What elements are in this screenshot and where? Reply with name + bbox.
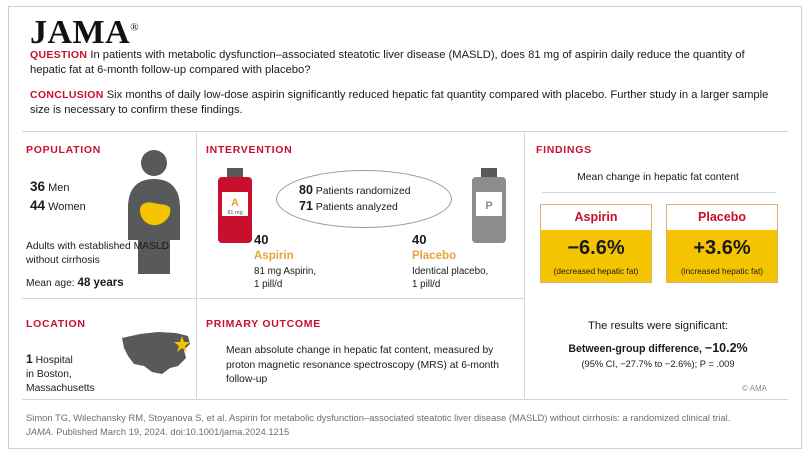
conclusion-label: CONCLUSION [30, 89, 104, 101]
arm-aspirin-detail [254, 265, 364, 291]
randomization-lines [299, 183, 411, 215]
conclusion-paragraph [30, 88, 778, 118]
question-label: QUESTION [30, 49, 88, 61]
conclusion-text: Six months of daily low-dose aspirin significantly reduced hepatic fat quantity compared with placebo. Further study in a larger sample size is necessary to confirm these findings. [30, 89, 769, 116]
analyzed-label: Patients analyzed [315, 202, 398, 213]
between-group-difference-label: Between-group difference, [568, 343, 702, 355]
arm-placebo-n: 40 [412, 232, 427, 247]
population-mean-age [26, 277, 124, 289]
svg-text:81 mg: 81 mg [227, 210, 243, 216]
between-group-difference [536, 341, 780, 355]
arm-aspirin-detail-line1: 81 mg Aspirin, [254, 266, 317, 277]
divider-header [22, 131, 788, 132]
randomization-oval [276, 170, 452, 228]
location-text [26, 352, 136, 396]
population-women-count: 44 [30, 198, 46, 213]
arm-placebo-detail-line2: 1 pill/d [412, 279, 441, 290]
arm-placebo-name: Placebo [412, 250, 457, 262]
population-women [30, 197, 86, 216]
arm-placebo-detail-line1: Identical placebo, [412, 266, 489, 277]
location-count: 1 [26, 352, 33, 366]
jama-logo [30, 14, 139, 52]
arm-aspirin [254, 232, 364, 291]
svg-text:A: A [231, 197, 239, 209]
arm-aspirin-detail-line2: 1 pill/d [254, 279, 283, 290]
jama-logo-text: JAMA [30, 14, 131, 51]
primary-outcome-text: Mean absolute change in hepatic fat content, measured by proton magnetic resonance spectroscopy (MRS) at 6-month follow-up [226, 345, 499, 385]
population-women-label: Women [48, 201, 86, 213]
divider-footer [22, 399, 788, 400]
divider-column-2 [524, 133, 525, 398]
citation [26, 411, 778, 438]
population-mean-age-value: 48 years [77, 277, 124, 289]
population-title: POPULATION [26, 144, 102, 156]
question-paragraph [30, 48, 778, 78]
arm-aspirin-n: 40 [254, 232, 269, 247]
copyright-notice: © AMA [742, 384, 768, 393]
significance-headline: The results were significant: [587, 320, 728, 332]
arm-placebo [412, 232, 522, 291]
summary-block [30, 48, 778, 124]
arm-placebo-detail [412, 265, 522, 291]
question-text: In patients with metabolic dysfunction–associated steatotic liver disease (MASLD), does 81 mg of aspirin daily reduce the quantity of hepatic fat at 6-month follow-up compared with placebo? [30, 49, 745, 76]
citation-journal: JAMA. [26, 425, 54, 437]
result-box-aspirin-caption: (decreased hepatic fat) [541, 266, 651, 282]
population-mean-age-label: Mean age: [26, 278, 75, 289]
population-men-label: Men [48, 182, 70, 194]
findings-divider [542, 192, 776, 193]
between-group-difference-value: −10.2% [704, 341, 748, 355]
result-box-placebo-group: Placebo [698, 210, 746, 224]
result-box-aspirin [540, 204, 652, 283]
population-men [30, 178, 86, 197]
divider-column-1 [196, 133, 197, 398]
svg-text:P: P [485, 200, 493, 212]
population-men-count: 36 [30, 179, 46, 194]
result-box-aspirin-value: −6.6% [541, 230, 651, 266]
findings-title: FINDINGS [536, 144, 592, 156]
location-title: LOCATION [26, 318, 86, 330]
significance-block [536, 320, 780, 369]
randomized-count: 80 [299, 183, 313, 197]
result-box-placebo-caption: (increased hepatic fat) [667, 266, 777, 282]
analyzed-count: 71 [299, 199, 313, 213]
citation-authors-title: Simon TG, Wilechansky RM, Stoyanova S, et al. Aspirin for metabolic dysfunction–associated steatotic liver disease (MASLD) without cirrhosis: a randomized clinical trial. [26, 412, 731, 423]
citation-pubinfo: Published March 19, 2024. doi:10.1001/jama.2024.1215 [56, 425, 290, 437]
arm-aspirin-name: Aspirin [254, 250, 294, 262]
primary-outcome-title: PRIMARY OUTCOME [206, 318, 321, 330]
location-place: in Boston, Massachusetts [26, 369, 95, 394]
result-box-placebo [666, 204, 778, 283]
randomized-label: Patients randomized [315, 186, 411, 197]
jama-trademark: ® [130, 21, 140, 34]
result-box-aspirin-group: Aspirin [574, 210, 618, 224]
findings-subtitle: Mean change in hepatic fat content [577, 172, 739, 183]
divider-intervention-outcome [198, 298, 524, 299]
analyzed-line [299, 199, 411, 215]
between-group-difference-stats: (95% CI, −27.7% to −2.6%); P = .009 [581, 359, 735, 369]
result-box-placebo-value: +3.6% [667, 230, 777, 266]
population-counts [30, 178, 86, 216]
location-unit: Hospital [35, 355, 73, 366]
divider-population-location [22, 298, 196, 299]
population-description: Adults with established MASLD without cirrhosis [26, 241, 170, 266]
intervention-title: INTERVENTION [206, 144, 293, 156]
randomized-line [299, 183, 411, 199]
aspirin-bottle-icon [212, 168, 258, 244]
